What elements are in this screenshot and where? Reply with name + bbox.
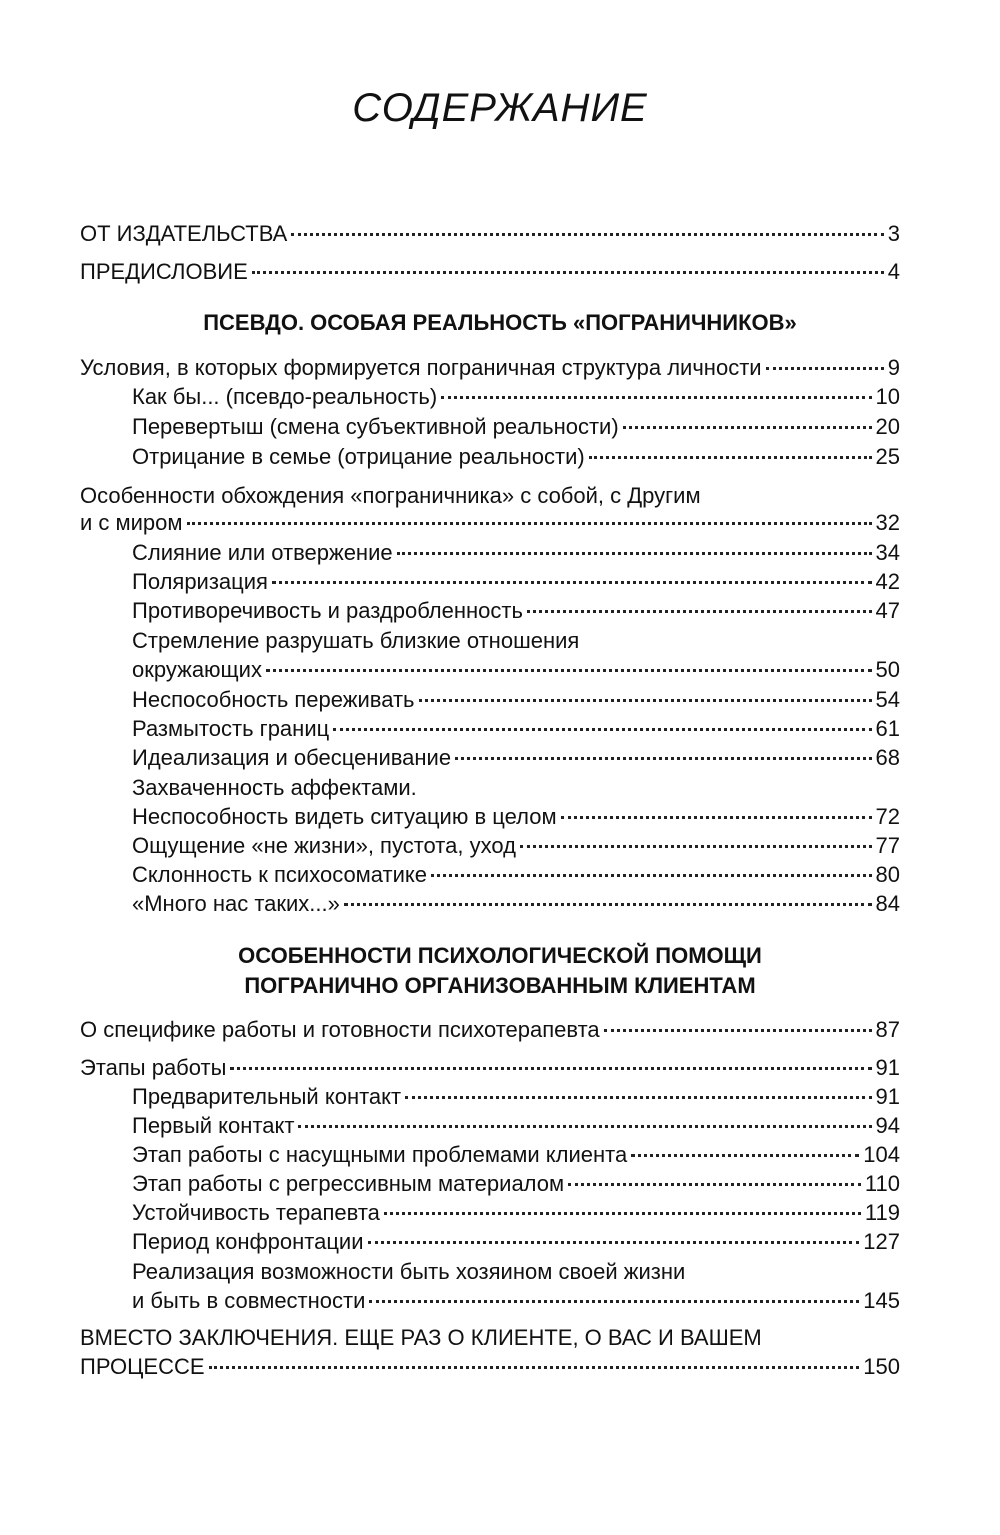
toc-entry-continued: ВМЕСТО ЗАКЛЮЧЕНИЯ. ЕЩЕ РАЗ О КЛИЕНТЕ, О ВАС И ВАШЕМ [80,1325,762,1350]
toc-entry [132,1113,900,1139]
toc-entry-label: ПРЕДИСЛОВИЕ [80,259,248,284]
dot-leader [631,1154,859,1157]
dot-leader [431,874,871,877]
toc-entry [132,745,900,771]
toc-entry-page: 25 [875,444,900,469]
dot-leader [291,233,883,236]
toc-entry-continued: Особенности обхождения «пограничника» с собой, с Другим [80,483,701,508]
toc-entry-page: 84 [875,891,900,916]
dot-leader [266,669,872,672]
toc-entry-continued: Реализация возможности быть хозяином своей жизни [132,1259,686,1284]
toc-entry-page: 68 [875,745,900,770]
toc-entry [80,1017,900,1043]
toc-entry [80,1354,900,1380]
dot-leader [369,1300,859,1303]
dot-leader [397,552,872,555]
dot-leader [187,522,872,525]
toc-entry-label: Как бы... (псевдо-реальность) [132,384,438,409]
toc-entry-label: Предварительный контакт [132,1084,402,1109]
toc-entry-label: Неспособность переживать [132,687,415,712]
dot-leader [230,1067,871,1070]
toc-entry [132,1171,900,1197]
toc-entry [132,1084,900,1110]
dot-leader [252,271,884,274]
dot-leader [441,396,871,399]
toc-entry-page: 91 [875,1084,900,1109]
section-heading: ПОГРАНИЧНО ОРГАНИЗОВАННЫМ КЛИЕНТАМ [244,973,756,998]
dot-leader [604,1029,872,1032]
page-title: СОДЕРЖАНИЕ [352,86,648,130]
toc-entry [132,1142,900,1168]
dot-leader [384,1212,861,1215]
toc-entry-label: Слияние или отвержение [132,540,393,565]
toc-entry-page: 4 [887,259,900,284]
toc-entry-page: 9 [887,355,900,380]
toc-entry [80,259,900,285]
toc-entry [132,1288,900,1314]
toc-entry [80,1055,900,1081]
toc-entry-page: 10 [875,384,900,409]
toc-entry [132,804,900,830]
dot-leader [419,699,872,702]
toc-entry [80,355,900,381]
toc-entry-continued: Захваченность аффектами. [132,775,417,800]
toc-entry-label: Этапы работы [80,1055,227,1080]
toc-entry-label: Перевертыш (смена субъективной реальности) [132,414,619,439]
toc-entry-label: ПРОЦЕССЕ [80,1354,205,1379]
toc-entry-label: Поляризация [132,569,268,594]
toc-entry [80,221,900,247]
toc-entry-label: «Много нас таких...» [132,891,340,916]
dot-leader [568,1183,861,1186]
section-heading: ПСЕВДО. ОСОБАЯ РЕАЛЬНОСТЬ «ПОГРАНИЧНИКОВ» [203,310,797,335]
dot-leader [527,610,872,613]
toc-entry [132,862,900,888]
toc-entry-label: Размытость границ [132,716,330,741]
toc-entry [132,569,900,595]
toc-entry-label: и с миром [80,510,183,535]
dot-leader [272,581,872,584]
toc-entry [80,510,900,536]
toc-entry [132,716,900,742]
dot-leader [344,903,872,906]
toc-entry-page: 34 [875,540,900,565]
toc-entry-page: 119 [864,1200,900,1225]
dot-leader [405,1096,871,1099]
toc-entry [132,414,900,440]
toc-entry [132,657,900,683]
toc-entry [132,1229,900,1255]
toc-entry-page: 72 [875,804,900,829]
toc-entry-label: Устойчивость терапевта [132,1200,380,1225]
toc-entry-page: 50 [875,657,900,682]
toc-entry-label: Ощущение «не жизни», пустота, уход [132,833,516,858]
dot-leader [561,816,872,819]
dot-leader [209,1366,860,1369]
dot-leader [766,367,884,370]
dot-leader [368,1241,860,1244]
toc-entry-label: Этап работы с регрессивным материалом [132,1171,565,1196]
toc-entry-page: 3 [887,221,900,246]
toc-entry-page: 80 [875,862,900,887]
toc-entry-page: 104 [863,1142,900,1167]
toc-entry [132,1200,900,1226]
toc-entry-label: Противоречивость и раздробленность [132,598,523,623]
toc-entry-label: и быть в совместности [132,1288,366,1313]
toc-entry-continued: Стремление разрушать близкие отношения [132,628,580,653]
dot-leader [520,845,872,848]
section-heading: ОСОБЕННОСТИ ПСИХОЛОГИЧЕСКОЙ ПОМОЩИ [238,943,762,968]
toc-entry [132,687,900,713]
toc-entry-page: 150 [863,1354,900,1379]
toc-entry-page: 42 [875,569,900,594]
dot-leader [589,456,872,459]
toc-entry-page: 145 [863,1288,900,1313]
toc-entry-label: Период конфронтации [132,1229,364,1254]
toc-entry-page: 61 [875,716,900,741]
toc-entry-label: Условия, в которых формируется пограничная структура личности [80,355,762,380]
toc-entry-page: 127 [863,1229,900,1254]
toc-entry-page: 87 [875,1017,900,1042]
toc-entry-label: ОТ ИЗДАТЕЛЬСТВА [80,221,288,246]
toc-entry-page: 91 [875,1055,900,1080]
toc-entry-page: 20 [875,414,900,439]
dot-leader [333,728,871,731]
toc-entry-page: 94 [875,1113,900,1138]
toc-entry [132,891,900,917]
dot-leader [455,757,871,760]
toc-entry-label: Этап работы с насущными проблемами клиента [132,1142,628,1167]
toc-entry [132,540,900,566]
toc-entry [132,384,900,410]
dot-leader [623,426,872,429]
toc-entry-label: Отрицание в семье (отрицание реальности) [132,444,585,469]
toc-entry-label: окружающих [132,657,262,682]
toc-entry-label: О специфике работы и готовности психотерапевта [80,1017,600,1042]
toc-entry-page: 47 [875,598,900,623]
toc-entry-label: Первый контакт [132,1113,295,1138]
toc-entry-page: 32 [875,510,900,535]
toc-entry-page: 54 [875,687,900,712]
toc-entry-page: 77 [875,833,900,858]
toc-entry-label: Склонность к психосоматике [132,862,428,887]
dot-leader [298,1125,871,1128]
toc-entry [132,833,900,859]
toc-entry-label: Идеализация и обесценивание [132,745,452,770]
toc-entry [132,598,900,624]
toc-entry [132,444,900,470]
toc-entry-label: Неспособность видеть ситуацию в целом [132,804,557,829]
toc-entry-page: 110 [864,1171,900,1196]
